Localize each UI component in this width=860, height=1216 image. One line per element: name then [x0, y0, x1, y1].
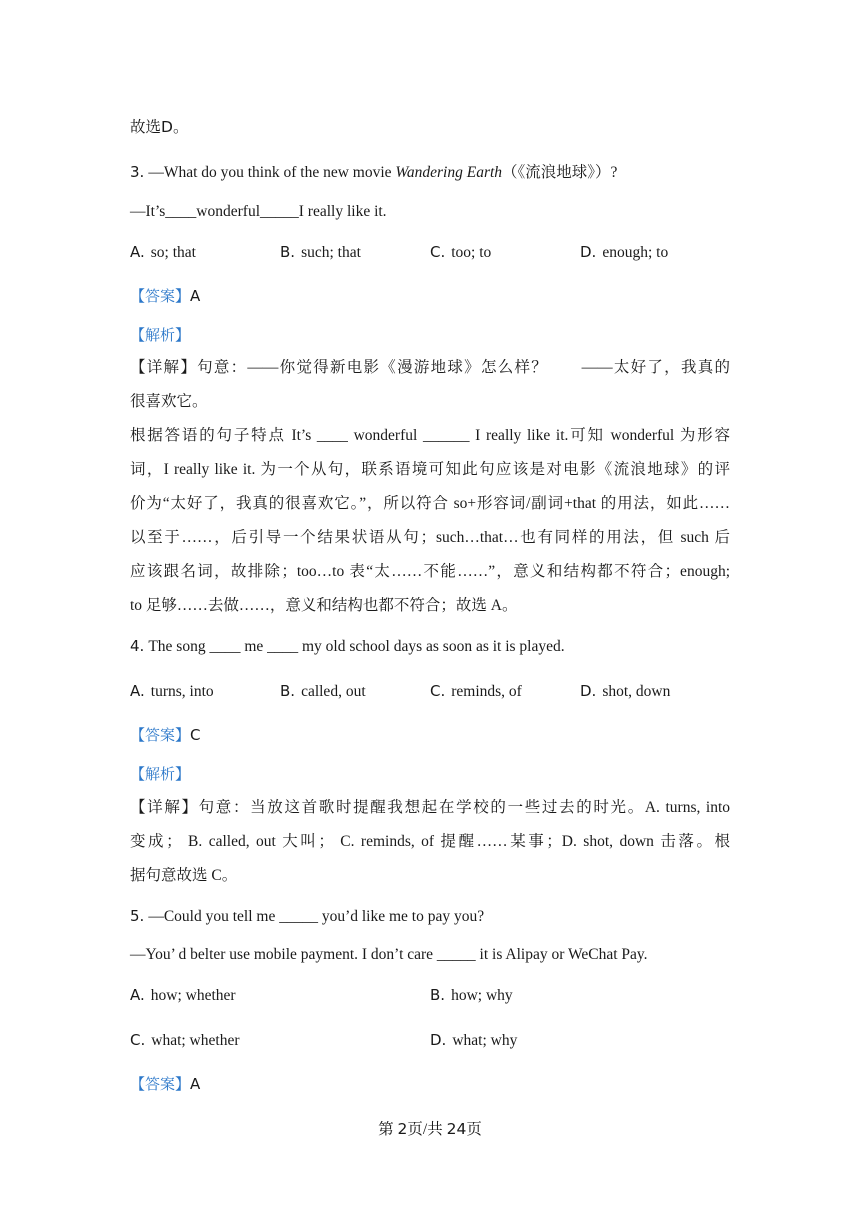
question-5-stem: 5. —Could you tell me _____ you’d like me to pay you? [130, 907, 485, 925]
question-5-answer: 【答案】A [130, 1075, 201, 1093]
question-4-option-c: C. reminds, of [430, 682, 522, 700]
question-4-option-b: B. called, out [280, 682, 366, 700]
question-5-option-c: C. what; whether [130, 1031, 240, 1049]
question-4-option-a: A. turns, into [130, 682, 214, 700]
question-number: 3. [130, 163, 145, 181]
question-5-option-d: D. what; why [430, 1031, 518, 1049]
question-4-stem: 4. The song ____ me ____ my old school days as soon as it is played. [130, 637, 565, 655]
question-3-option-d: D. enough; to [580, 243, 669, 261]
question-4-explanation: 【详解】句意：当放这首歌时提醒我想起在学校的一些过去的时光。A. turns, into 变成； B. called, out 大叫； C. reminds, of 提醒……某事；D. shot, down 击落。根 据句意故选 C。 [130, 799, 730, 884]
question-3-analysis-label: 【解析】 [130, 326, 191, 344]
question-4-answer: 【答案】C [130, 726, 201, 744]
question-3-answer: 【答案】A [130, 287, 201, 305]
question-5-option-b: B. how; why [430, 986, 513, 1004]
question-3-option-a: A. so; that [130, 243, 196, 261]
question-5-response: —You’ d belter use mobile payment. I don’t care _____ it is Alipay or WeChat Pay. [130, 946, 648, 963]
question-3-explanation: 【详解】句意：——你觉得新电影《漫游地球》怎么样？ ——太好了，我真的 很喜欢它。 根据答语的句子特点 It’s ____ wonderful ______ I really like it.可知 wonderful 为形容 词，I really like it. 为一个从句，联系语境可知此句应该是对电影《流浪地球》的评 价为“太好了，我真的很喜欢它。”，所以符合 so+形容词/副词+that 的用法，如此…… 以至于……，后引导一个结果状语从句；such…that…也有同样的用法，但 such 后 应该跟名词，故排除；too…to 表“太……不能……”，意义和结构都不符合；enough; to 足够……去做……，意义和结构也都不符合；故选 A。 [130, 359, 730, 614]
question-4-analysis-label: 【解析】 [130, 765, 191, 783]
question-3-option-b: B. such; that [280, 243, 361, 261]
question-number: 5. [130, 907, 145, 925]
question-3-response: —It’s____wonderful_____I really like it. [130, 203, 387, 220]
question-number: 4. [130, 637, 145, 655]
previous-answer-conclusion: 故选D。 [130, 118, 189, 136]
question-3-stem: 3. —What do you think of the new movie Wandering Earth（《流浪地球》）? [130, 163, 618, 181]
page-footer: 第 2页/共 24页 [378, 1120, 482, 1138]
question-3-option-c: C. too; to [430, 243, 492, 261]
question-5-option-a: A. how; whether [130, 986, 236, 1004]
question-4-option-d: D. shot, down [580, 682, 671, 700]
